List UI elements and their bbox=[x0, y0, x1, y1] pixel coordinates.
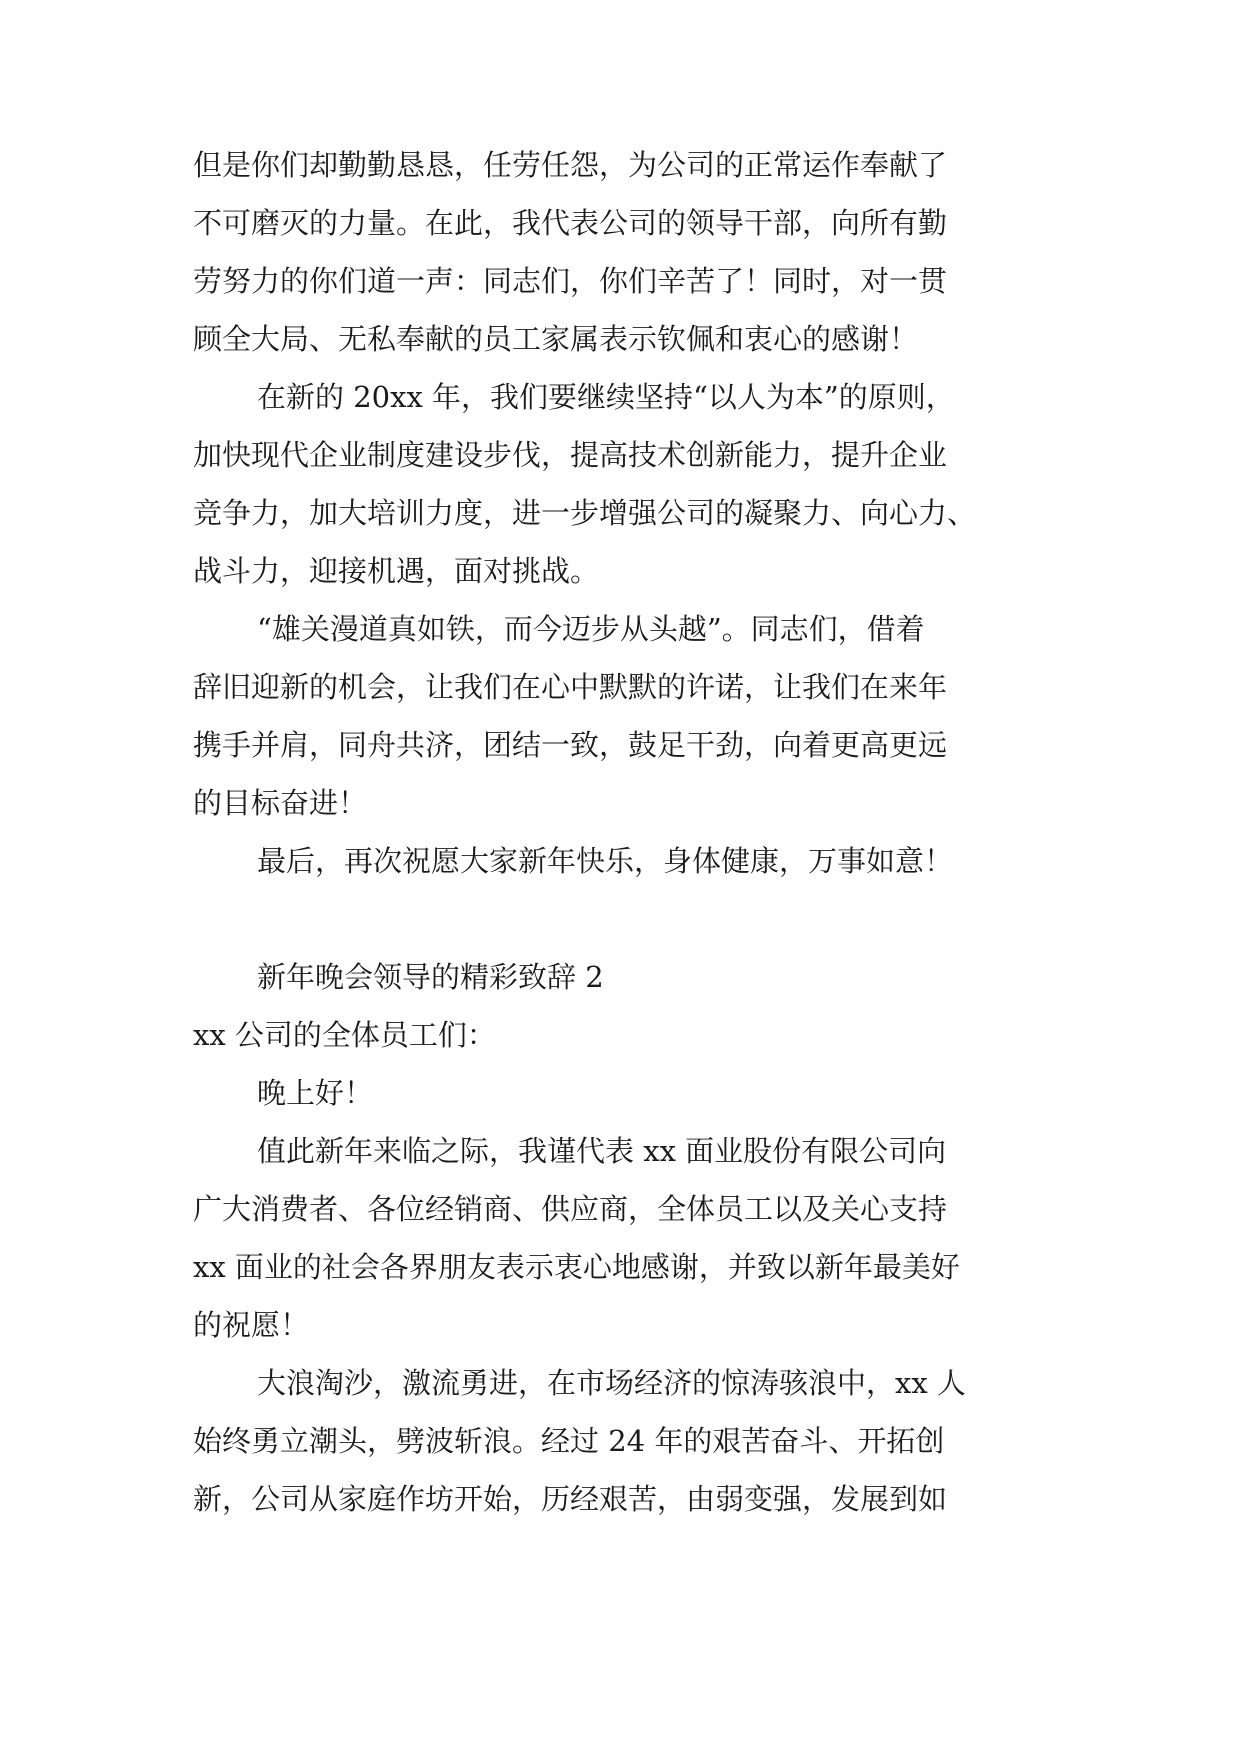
text-line: 在新的 20xx 年，我们要继续坚持“以人为本”的原则， bbox=[257, 380, 955, 414]
text-line: 辞旧迎新的机会，让我们在心中默默的许诺，让我们在来年 bbox=[193, 670, 948, 704]
text-line: xx 公司的全体员工们： bbox=[193, 1018, 496, 1052]
text-line: “雄关漫道真如铁，而今迈步从头越”。同志们，借着 bbox=[257, 612, 925, 646]
text-line: 加快现代企业制度建设步伐，提高技术创新能力，提升企业 bbox=[193, 438, 948, 472]
text-line: 新，公司从家庭作坊开始，历经艰苦，由弱变强，发展到如 bbox=[193, 1482, 948, 1516]
text-line: 的目标奋进！ bbox=[193, 786, 368, 820]
text-line: 竞争力，加大培训力度，进一步增强公司的凝聚力、向心力、 bbox=[193, 496, 977, 530]
text-line: 值此新年来临之际，我谨代表 xx 面业股份有限公司向 bbox=[257, 1134, 947, 1168]
text-line: 最后，再次祝愿大家新年快乐，身体健康，万事如意！ bbox=[257, 844, 954, 878]
text-line: 的祝愿！ bbox=[193, 1308, 310, 1342]
text-line: 但是你们却勤勤恳恳，任劳任怨，为公司的正常运作奉献了 bbox=[193, 148, 948, 182]
text-line: 携手并肩，同舟共济，团结一致，鼓足干劲，向着更高更远 bbox=[193, 728, 948, 762]
text-line: 不可磨灭的力量。在此，我代表公司的领导干部，向所有勤 bbox=[193, 206, 948, 240]
text-line: 广大消费者、各位经销商、供应商，全体员工以及关心支持 bbox=[193, 1192, 948, 1226]
blank-line bbox=[193, 890, 1053, 948]
text-line: 新年晚会领导的精彩致辞 2 bbox=[257, 960, 604, 994]
text-line: 顾全大局、无私奉献的员工家属表示钦佩和衷心的感谢！ bbox=[193, 322, 919, 356]
text-line: xx 面业的社会各界朋友表示衷心地感谢，并致以新年最美好 bbox=[193, 1250, 960, 1284]
text-line: 晚上好！ bbox=[257, 1076, 374, 1110]
text-line: 大浪淘沙，激流勇进，在市场经济的惊涛骇浪中，xx 人 bbox=[257, 1366, 966, 1400]
document-body bbox=[193, 136, 1053, 1528]
text-line: 始终勇立潮头，劈波斩浪。经过 24 年的艰苦奋斗、开拓创 bbox=[193, 1424, 945, 1458]
text-line: 劳努力的你们道一声：同志们，你们辛苦了！同时，对一贯 bbox=[193, 264, 948, 298]
text-line: 战斗力，迎接机遇，面对挑战。 bbox=[193, 554, 600, 588]
